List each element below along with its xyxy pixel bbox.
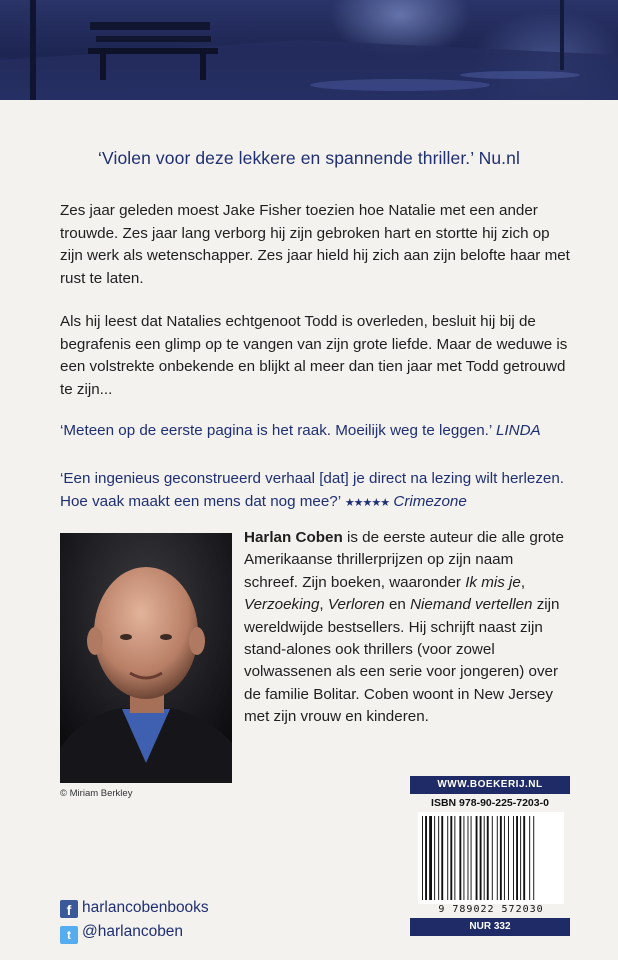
barcode-bar [438, 816, 439, 900]
barcode-bar [447, 816, 448, 900]
barcode-bar [441, 816, 443, 900]
barcode-bar [463, 816, 464, 900]
review-linda-text: ‘Meteen op de eerste pagina is het raak. Moeilijk weg te leggen.’ [60, 422, 492, 439]
barcode-bar [484, 816, 485, 900]
barcode-bar [516, 816, 518, 900]
twitter-handle: @harlancoben [82, 923, 184, 940]
barcode-bar [425, 816, 427, 900]
facebook-handle: harlancobenbooks [82, 899, 209, 916]
barcode-bar [508, 816, 509, 900]
twitter-icon: t [60, 926, 78, 944]
author-photo [60, 533, 232, 783]
tagline-source: Nu.nl [478, 148, 520, 168]
barcode-bar [459, 816, 461, 900]
barcode-number: 9 789022 572030 [438, 904, 544, 915]
facebook-link[interactable] [60, 897, 209, 919]
barcode-bar [468, 816, 469, 900]
facebook-icon: f [60, 900, 78, 918]
barcode-bar [520, 816, 521, 900]
barcode-bar [454, 816, 455, 900]
book-title-ik-mis-je: Ik mis je [465, 573, 521, 591]
barcode-bar [500, 816, 502, 900]
bio-text-1: is de eerste auteur die alle grote Amerikaanse thrillerprijzen op zijn naam schreef. Zijn boeken, waaronder [244, 529, 564, 591]
barcode-bar [504, 816, 505, 900]
barcode-bar [523, 816, 525, 900]
photo-credit: © Miriam Berkley [60, 788, 133, 799]
barcode-bar [434, 816, 435, 900]
review-crimezone-stars: ★★★★★ [344, 496, 390, 509]
barcode-bar [429, 816, 432, 900]
bio-separator-3: en [384, 596, 411, 614]
review-crimezone-text: ‘Een ingenieus geconstrueerd verhaal [dat] je direct na lezing wilt herlezen. Hoe vaak maakt een mens dat nog mee?’ [60, 470, 565, 510]
blurb-paragraph-2: Als hij leest dat Natalies echtgenoot Todd is overleden, besluit hij bij de begrafenis een glimp op te vangen van zijn grote liefde. Maar de weduwe is een volstrekte onbekende en blijkt al meer dan tien jaar met Todd getrouwd te zijn... [60, 313, 568, 398]
tagline-quote: ‘Violen voor deze lekkere en spannende thriller.’ [98, 148, 474, 168]
barcode-bar [476, 816, 478, 900]
barcode-bar [487, 816, 489, 900]
author-bio [244, 527, 570, 729]
barcode-bar [471, 816, 472, 900]
barcode-bar [450, 816, 452, 900]
barcode [418, 812, 564, 904]
isbn-label: ISBN 978-90-225-7203-0 [431, 797, 549, 809]
barcode-bar [492, 816, 493, 900]
book-title-niemand-vertellen: Niemand vertellen [410, 596, 533, 614]
bio-separator-1: , [520, 573, 526, 591]
author-name: Harlan Coben [244, 529, 343, 546]
blurb-paragraph-1: Zes jaar geleden moest Jake Fisher toezien hoe Natalie met een ander trouwde. Zes jaar lang verborg hij zijn gebroken hart en stortte hij zich op zijn werk als wetenschapper. Zes jaar hield hij zich aan zijn belofte haar met rust te laten. [60, 202, 570, 287]
twitter-link[interactable] [60, 921, 183, 943]
book-title-verloren: Verloren [327, 596, 385, 614]
nur-code: NUR 332 [410, 918, 570, 936]
review-crimezone [60, 468, 570, 514]
barcode-bar [513, 816, 514, 900]
publisher-url: WWW.BOEKERIJ.NL [410, 776, 570, 794]
review-linda [60, 420, 570, 443]
review-linda-source: LINDA [495, 422, 541, 439]
barcode-bar [480, 816, 482, 900]
press-quote-tagline [0, 148, 618, 169]
bio-separator-2: , [319, 596, 328, 614]
barcode-bar [529, 816, 530, 900]
bio-text-2: zijn wereldwijde bestsellers. Hij schrijft naast zijn stand-alones ook thrillers (voor zowel volwassenen als een serie voor jongeren) over de familie Bolitar. Coben woont in New Jersey met zijn vrouw en kinderen. [244, 596, 560, 726]
review-crimezone-source: Crimezone [393, 492, 467, 510]
cover-night-scene-image [0, 0, 618, 100]
barcode-bar [422, 816, 423, 900]
barcode-bar [533, 816, 534, 900]
book-title-verzoeking: Verzoeking [244, 596, 320, 614]
barcode-bar [497, 816, 498, 900]
